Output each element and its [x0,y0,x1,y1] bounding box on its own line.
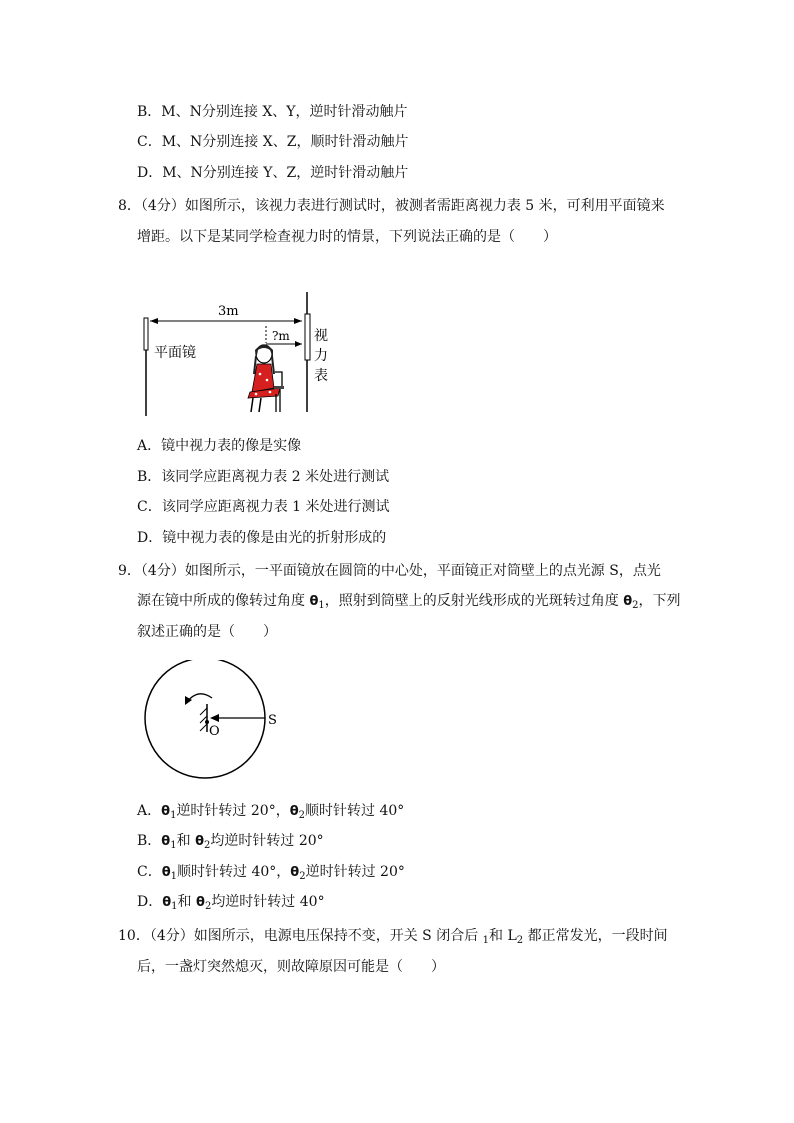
q8-figure [130,288,350,423]
mirror-label: 平面镜 [154,345,196,361]
q8-option-b: B．该同学应距离视力表 2 米处进行测试 [137,469,390,485]
chart-label-1: 视 [314,328,328,344]
q9-stem-line3: 叙述正确的是（ ） [137,624,277,640]
seated-girl-illustration [248,345,284,412]
q7-option-b: B．M、N分别连接 X、Y，逆时针滑动触片 [137,104,408,120]
q8-option-a: A．镜中视力表的像是实像 [137,438,302,454]
light-source-label: S [268,713,277,728]
mirror [144,318,148,350]
q9-figure [140,660,290,780]
dist-total-label: 3m [218,304,239,319]
center-label: O [209,724,220,739]
q8-option-d: D．镜中视力表的像是由光的折射形成的 [137,530,387,546]
q9-stem-line1: 9．（4分）如图所示，一平面镜放在圆筒的中心处，平面镜正对筒壁上的点光源 S，点光 [118,563,661,579]
q9-option-d: D．$\theta_1$和 $\theta_2$均逆时针转过 40° [137,894,325,912]
q10-stem-line1: 10．（4分）如图所示，电源电压保持不变，开关 S 闭合后 $_1$和 $L_2$ 都正常发光，一段时间 [118,928,668,946]
q7-option-d: D．M、N分别连接 Y、Z，逆时针滑动触片 [137,165,409,181]
q9-option-b: B．$\theta_1$和 $\theta_2$均逆时针转过 20° [137,833,324,851]
dist-person-label: ?m [272,329,290,343]
q8-stem-line2: 增距。以下是某同学检查视力时的情景，下列说法正确的是（ ） [137,229,557,245]
q9-option-a: A．$\theta_1$逆时针转过 20°，$\theta_2$顺时针转过 40° [137,803,405,821]
q10-stem-line2: 后，一盏灯突然熄灭，则故障原因可能是（ ） [137,959,445,975]
q8-option-c: C．该同学应距离视力表 1 米处进行测试 [137,499,390,515]
chart-label-2: 力 [314,348,328,364]
cylinder-circle [145,660,265,778]
chart-label-3: 表 [314,368,328,384]
eye-chart [305,314,310,360]
q8-stem-line1: 8．（4分）如图所示，该视力表进行测试时，被测者需距离视力表 5 米，可利用平面镜来 [118,198,665,214]
q9-option-c: C．$\theta_1$顺时针转过 40°，$\theta_2$逆时针转过 20° [137,864,405,882]
q7-option-c: C．M、N分别连接 X、Z，顺时针滑动触片 [137,134,409,150]
q9-stem-line2: 源在镜中所成的像转过角度 $\theta_1$，照射到筒壁上的反射光线形成的光斑转过角度 $\theta_2$，下列 [137,593,681,611]
